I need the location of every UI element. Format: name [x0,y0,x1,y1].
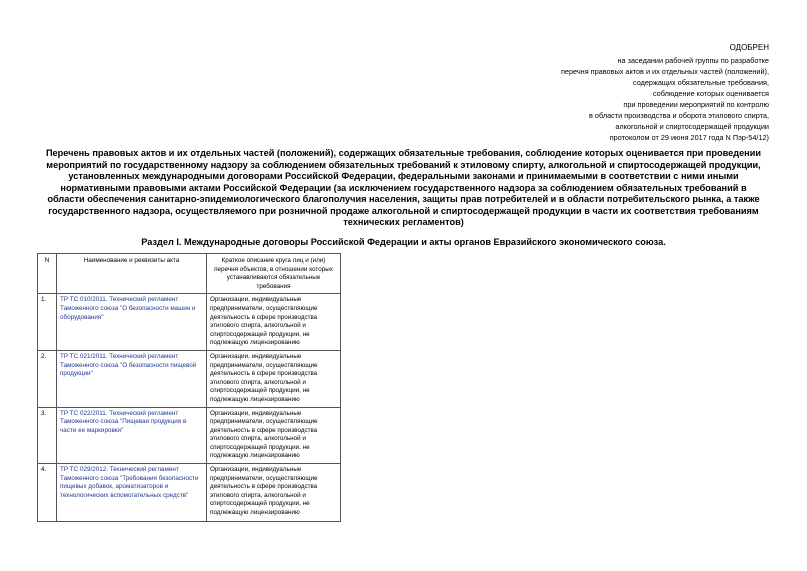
row-description: Организации, индивидуальные предприниматели, осуществляющие деятельность в сфере производства этилового спирта, алкогольной и спиртосодержащей продукции, не подлежащую лицензированию [207,464,341,522]
section-heading: Раздел I. Международные договоры Российской Федерации и акты органов Евразийского экономического союза. [141,237,666,247]
approval-line: на заседании рабочей группы по разработке [617,56,769,65]
table-row [38,464,341,522]
approval-line: алкогольной и спиртосодержащей продукции [615,122,769,131]
table-row [38,407,341,464]
act-link[interactable]: ТР ТС 022/2011. Технический регламент Таможенного союза "Пищевая продукция в части ее маркировки" [57,407,207,464]
header-act: Наименование и реквизиты акта [57,254,207,294]
approval-line: при проведении мероприятий по контролю [623,100,769,109]
row-description: Организации, индивидуальные предприниматели, осуществляющие деятельность в сфере производства этилового спирта, алкогольной и спиртосодержащей продукции, не подлежащую лицензированию [207,407,341,464]
header-description: Краткое описание круга лиц и (или) перечня объектов, в отношении которых устанавливаются обязательные требования [207,254,341,294]
approval-block [529,42,769,143]
act-link[interactable]: ТР ТС 029/2012. Технический регламент Таможенного союза "Требования безопасности пищевых добавок, ароматизаторов и технологических вспомогательных средств" [57,464,207,522]
act-link[interactable]: ТР ТС 021/2011. Технический регламент Таможенного союза "О безопасности пищевой продукции" [57,350,207,407]
row-number: 1. [38,294,57,351]
approval-line: соблюдение которых оценивается [652,89,769,98]
row-number: 4. [38,464,57,522]
approval-line: в области производства и оборота этилового спирта, [589,111,769,120]
row-description: Организации, индивидуальные предприниматели, осуществляющие деятельность в сфере производства этилового спирта, алкогольной и спиртосодержащей продукции, не подлежащую лицензированию [207,350,341,407]
document-title: Перечень правовых актов и их отдельных частей (положений), содержащих обязательные требования, соблюдение которых оценивается при проведении мероприятий по государственному надзору за соблюдением обязательных требований к этиловому спирту, алкогольной и спиртосодержащей продукции, установленных международными договорами Российской Федерации, федеральными законами и принимаемыми в соответствии с ними иными нормативными правовыми актами Российской Федерации (за исключением государственного надзора за соблюдением обязательных требований в области обеспечения санитарно-эпидемиологического благополучия населения, защиты прав потребителей и в области потребительского рынка, а также государственного надзора, осуществляемого при розничной продаже алкогольной и спиртосодержащей продукции в части их соответствия требованиям технических регламентов) [45,148,762,227]
acts-table [37,253,341,522]
approval-line: перечня правовых актов и их отдельных частей (положений), [560,67,769,76]
header-number: N [38,254,57,294]
approval-line: содержащих обязательные требования, [632,78,769,87]
approval-head: ОДОБРЕН [729,43,769,52]
table-row [38,350,341,407]
table-row [38,294,341,351]
row-description: Организации, индивидуальные предприниматели, осуществляющие деятельность в сфере производства этилового спирта, алкогольной и спиртосодержащей продукции, не подлежащую лицензированию [207,294,341,351]
approval-line: протоколом от 29 июня 2017 года N Пэр-54/12) [609,133,769,142]
act-link[interactable]: ТР ТС 010/2011. Технический регламент Таможенного союза "О безопасности машин и оборудования" [57,294,207,351]
row-number: 3. [38,407,57,464]
table-header-row [38,254,341,294]
row-number: 2. [38,350,57,407]
